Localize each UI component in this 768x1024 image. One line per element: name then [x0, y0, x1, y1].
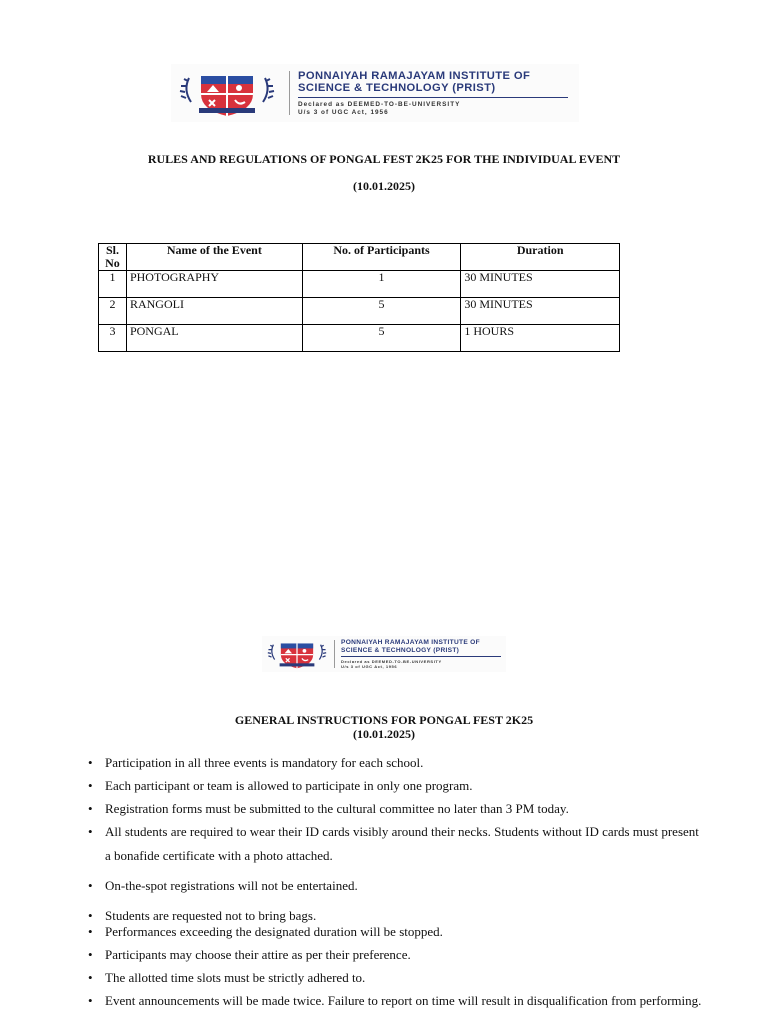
header-sl-no: Sl. No: [99, 244, 127, 271]
logo-title-line1: PONNAIYAH RAMAJAYAM INSTITUTE OF: [298, 69, 531, 82]
list-item: • The allotted time slots must be strictly adhered to.: [86, 970, 706, 985]
logo-subtitle-line1: Declared as DEEMED-TO-BE-UNIVERSITY: [341, 659, 442, 664]
instructions-list-2: [86, 908, 706, 940]
cell-sl-no: 3: [99, 325, 127, 352]
logo-title-line2: SCIENCE & TECHNOLOGY (PRIST): [341, 646, 460, 654]
logo-subtitle-line2: U/s 3 of UGC Act, 1956: [341, 664, 398, 669]
list-item: • Registration forms must be submitted to the cultural committee no later than 3 PM today.: [86, 801, 706, 816]
instructions-list-1: [86, 755, 706, 893]
instructions-title: GENERAL INSTRUCTIONS FOR PONGAL FEST 2K25: [234, 713, 534, 727]
list-item: • Performances exceeding the designated duration will be stopped.: [86, 924, 706, 940]
cell-event-name: PONGAL: [126, 325, 302, 352]
cell-event-name: PHOTOGRAPHY: [126, 271, 302, 298]
header-duration: Duration: [461, 244, 620, 271]
institute-logo: [171, 64, 579, 122]
cell-participants: 5: [302, 298, 461, 325]
table-header-row: [99, 244, 620, 271]
logo-rule: [298, 97, 568, 98]
cell-duration: 1 HOURS: [461, 325, 620, 352]
list-item: • Participation in all three events is mandatory for each school.: [86, 755, 706, 770]
list-item: • All students are required to wear their ID cards visibly around their necks. Students without ID cards must present a bonafide certificate with a photo attached.: [86, 820, 706, 868]
rules-title: RULES AND REGULATIONS OF PONGAL FEST 2K25 FOR THE INDIVIDUAL EVENT: [147, 152, 621, 166]
table-row: [99, 298, 620, 325]
list-item: • Students are requested not to bring bags.: [86, 908, 706, 924]
events-table: [98, 243, 620, 352]
logo-subtitle-line2: U/s 3 of UGC Act, 1956: [298, 108, 389, 116]
logo-rule: [341, 656, 501, 657]
rules-date: (10.01.2025): [353, 179, 415, 193]
institute-logo-small: [262, 636, 506, 672]
logo-text: [341, 639, 501, 669]
table-row: [99, 325, 620, 352]
cell-sl-no: 2: [99, 298, 127, 325]
cell-participants: 1: [302, 271, 461, 298]
logo-title-line2: SCIENCE & TECHNOLOGY (PRIST): [298, 81, 496, 94]
header-participants: No. of Participants: [302, 244, 461, 271]
list-item: • On-the-spot registrations will not be entertained.: [86, 878, 706, 893]
cell-duration: 30 MINUTES: [461, 298, 620, 325]
prist-crest-icon: [177, 64, 277, 122]
instructions-date: (10.01.2025): [353, 727, 415, 741]
cell-event-name: RANGOLI: [126, 298, 302, 325]
header-event-name: Name of the Event: [126, 244, 302, 271]
logo-subtitle-line1: Declared as DEEMED-TO-BE-UNIVERSITY: [298, 100, 461, 108]
logo-title-line1: PONNAIYAH RAMAJAYAM INSTITUTE OF: [341, 639, 480, 646]
logo-text: [298, 70, 568, 117]
list-item: • Event announcements will be made twice. Failure to report on time will result in disqualification from performing.: [86, 989, 706, 1013]
cell-sl-no: 1: [99, 271, 127, 298]
instructions-list-3: [86, 947, 706, 1013]
list-item: • Participants may choose their attire as per their preference.: [86, 947, 706, 962]
cell-participants: 5: [302, 325, 461, 352]
list-item: • Each participant or team is allowed to participate in only one program.: [86, 778, 706, 793]
logo-divider: [334, 640, 335, 668]
logo-divider: [289, 71, 290, 115]
cell-duration: 30 MINUTES: [461, 271, 620, 298]
prist-crest-icon: [264, 636, 330, 672]
table-row: [99, 271, 620, 298]
